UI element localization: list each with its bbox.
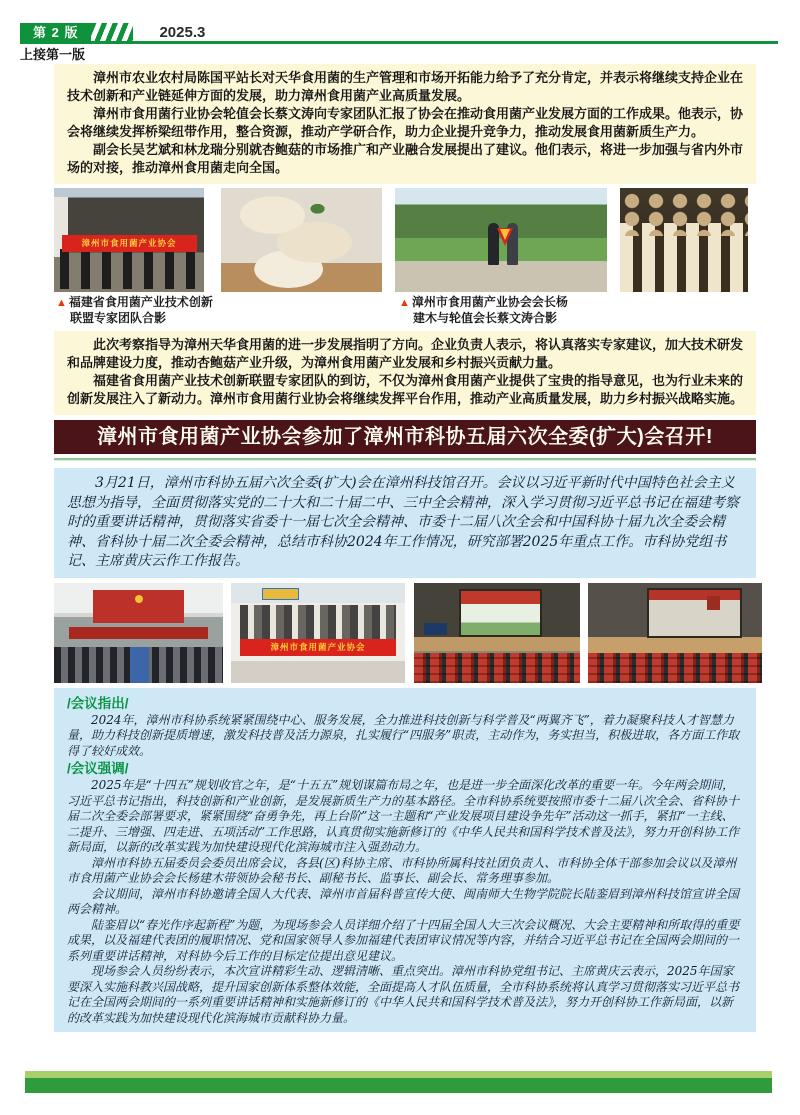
people-silhouettes <box>60 249 198 289</box>
audience-seats <box>414 653 580 683</box>
article1-bottom-block <box>54 331 756 415</box>
photo-caption <box>56 295 213 326</box>
photo-banner-text: 漳州市食用菌产业协会 <box>62 235 197 253</box>
headline-underline-decoration <box>54 457 756 461</box>
caption-line: 联盟专家团队合影 <box>70 311 167 325</box>
paragraph: 现场参会人员纷纷表示，本次宣讲精彩生动、逻辑清晰、重点突出。漳州市科协党组书记、主席黄庆云表示，2025年国家要深入实施科教兴国战略，提升国家创新体系整体效能，全面提高人才队伍质量，全市科协系统将认真学习贯彻落实习近平总书记在全国两会期间的一系列重要讲话精神和实施新修订的《中华人民共和国科学技术普及法》，努力开创科协工作新局面，以新的改革实践为加快建设现代化滨海城市贡献科协力量。 <box>67 964 740 1025</box>
projection-screen <box>459 589 543 637</box>
photo-caption <box>399 295 568 326</box>
podium <box>424 623 447 635</box>
paragraph: 福建省食用菌产业技术创新联盟专家团队的到访，不仅为漳州食用菌产业提供了宝贵的指导意见，也为行业未来的创新发展注入了新动力。漳州市食用菌行业协会将继续发挥平台作用，推动产业高质量发展，助力乡村振兴战略实施。 <box>67 374 744 407</box>
photo-strip-1 <box>54 188 756 292</box>
caption-triangle-icon: ▲ <box>56 297 67 309</box>
red-pennant <box>497 228 513 246</box>
caption-line: 建木与轮值会长蔡文涛合影 <box>413 311 558 325</box>
photo-auditorium-screen-2 <box>588 583 762 683</box>
photo-strip-2 <box>54 583 756 683</box>
edition-label: 第 2 版 <box>33 25 79 40</box>
photo-captions <box>54 295 756 327</box>
article2-main-block <box>54 688 756 1033</box>
photo-mushroom-cluster <box>620 188 748 292</box>
paragraph: 漳州市食用菌行业协会轮值会长蔡文涛向专家团队汇报了协会在推动食用菌产业发展方面的工作成果。他表示，协会将继续发挥桥梁纽带作用，整合资源，推动产学研合作，助力企业提升竞争力，推动发展食用菌新质生产力。 <box>67 107 744 140</box>
paragraph: 会议期间，漳州市科协邀请全国人大代表、漳州市首届科普宣传大使、闽南师大生物学院院长陆銮眉到漳州科技馆宣讲全国两会精神。 <box>67 886 740 916</box>
caption-line: 漳州市食用菌产业协会会长杨 <box>411 295 568 309</box>
section-header-meeting-emphasized: /会议强调/ <box>67 761 129 776</box>
rostrum-table <box>69 627 208 639</box>
paragraph: 2025年是“十四五”规划收官之年，是“十五五”规划谋篇布局之年，也是进一步全面深化改革的重要一年。今年两会期间，习近平总书记指出，科技创新和产业创新，是发展新质生产力的基本路径。全市科协系统要按照市委十二届八次全会、省科协十届二次全委会部署要求，紧紧围绕“奋勇争先，再上台阶”这一主题和“产业发展项目建设争先年”活动这一抓手，紧扣“一主线、二提升、三增强、四走进、五项活动”工作思路，认真贯彻实施新修订的《中华人民共和国科学技术普及法》，努力开创科协工作新局面，以新的改革实践为加快建设现代化滨海城市注入强劲动力。 <box>67 778 740 854</box>
masthead-rule <box>20 41 778 44</box>
paragraph: 2024年，漳州市科协系统紧紧围绕中心、服务发展，全力推进科技创新与科学普及“两翼齐飞”，着力凝聚科技人才智慧力量，助力科技创新提质增速，激发科技普及活力源泉，扎实履行“四服务”职责，主动作为，务实担当，积极进取，各方面工作取得了较好成效。 <box>67 712 740 758</box>
masthead-stripes-decoration <box>91 23 133 42</box>
masthead <box>20 23 205 42</box>
paragraph: 漳州市科协五届委员会委员出席会议，各县(区)科协主席、市科协所属科技社团负责人、市科协全体干部参加会议以及漳州市食用菌产业协会会长杨建木带领协会秘书长、副秘书长、监事长、副会长、常务理事参加。 <box>67 855 737 885</box>
caption-line: 福建省食用菌产业技术创新 <box>68 295 213 309</box>
photo-banner-text: 漳州市食用菌产业协会 <box>240 639 397 656</box>
paragraph: 陆銮眉以“春光作序起新程”为题，为现场参会人员详细介绍了十四届全国人大三次会议概况、大会主要精神和所取得的重要成果，以及福建代表团的履职情况、党和国家领导人参加福建代表团审议情况等内容，并结合习近平总书记在全国两会期间的一系列重要讲话精神，对科协今后工作的目标定位提出意见建议。 <box>67 917 740 963</box>
mushroom-caps <box>620 192 748 236</box>
photo-association-group <box>231 583 405 683</box>
paragraph: 漳州市农业农村局陈国平站长对天华食用菌的生产管理和市场开拓能力给予了充分肯定，并表示将继续支持企业在技术创新和产业链延伸方面的发展，助力漳州食用菌产业高质量发展。 <box>67 71 744 104</box>
continued-from-note: 上接第一版 <box>20 47 86 62</box>
paragraph: 副会长吴艺斌和林龙瑞分别就杏鲍菇的市场推广和产业融合发展提出了建议。他们表示，将进一步加强与省内外市场的对接，推动漳州食用菌走向全国。 <box>67 143 744 176</box>
paragraph: 此次考察指导为漳州天华食用菌的进一步发展指明了方向。企业负责人表示，将认真落实专家建议，加大技术研发和品牌建设力度，推动杏鲍菇产业升级，为漳州食用菌产业发展和乡村振兴贡献力量。 <box>67 338 744 371</box>
photo-expert-team-group <box>54 188 204 292</box>
edition-badge <box>20 23 91 42</box>
paragraph: 3月21日，漳州市科协五届六次全委(扩大)会在漳州科技馆召开。会议以习近平新时代中国特色社会主义思想为指导，全面贯彻落实党的二十大和二十届二中、三中全会精神，深入学习贯彻习近平总书记在福建考察时的重要讲话精神，贯彻落实省委十一届七次全会精神、市委十二届八次全会和中国科协十届九次全委会精神、省科协十届二次全委会精神，总结市科协2024年工作情况，研究部署2025年重点工作。市科协党组书记、主席黄庆云作工作报告。 <box>67 475 739 569</box>
projection-screen <box>647 588 741 638</box>
photo-auditorium-screen <box>414 583 580 683</box>
article2-headline: 漳州市食用菌产业协会参加了漳州市科协五届六次全委(扩大)会召开! <box>54 420 756 454</box>
emblem-decoration <box>135 595 143 603</box>
section-header-meeting-pointed-out: /会议指出/ <box>67 695 129 711</box>
screen-poster <box>707 596 720 610</box>
page-content <box>54 64 756 1032</box>
audience-seats <box>588 653 762 683</box>
issue-date: 2025.3 <box>159 24 206 41</box>
photo-conference-hall <box>54 583 223 683</box>
photo-king-oyster-mushrooms <box>221 188 382 292</box>
footer-band-decoration <box>25 1071 772 1093</box>
photo-pennant-presentation <box>395 188 607 292</box>
carpet-aisle <box>130 647 149 683</box>
wall-sign <box>262 588 299 600</box>
article2-intro-block <box>54 468 756 578</box>
article1-top-block <box>54 64 756 184</box>
caption-triangle-icon: ▲ <box>399 297 410 309</box>
